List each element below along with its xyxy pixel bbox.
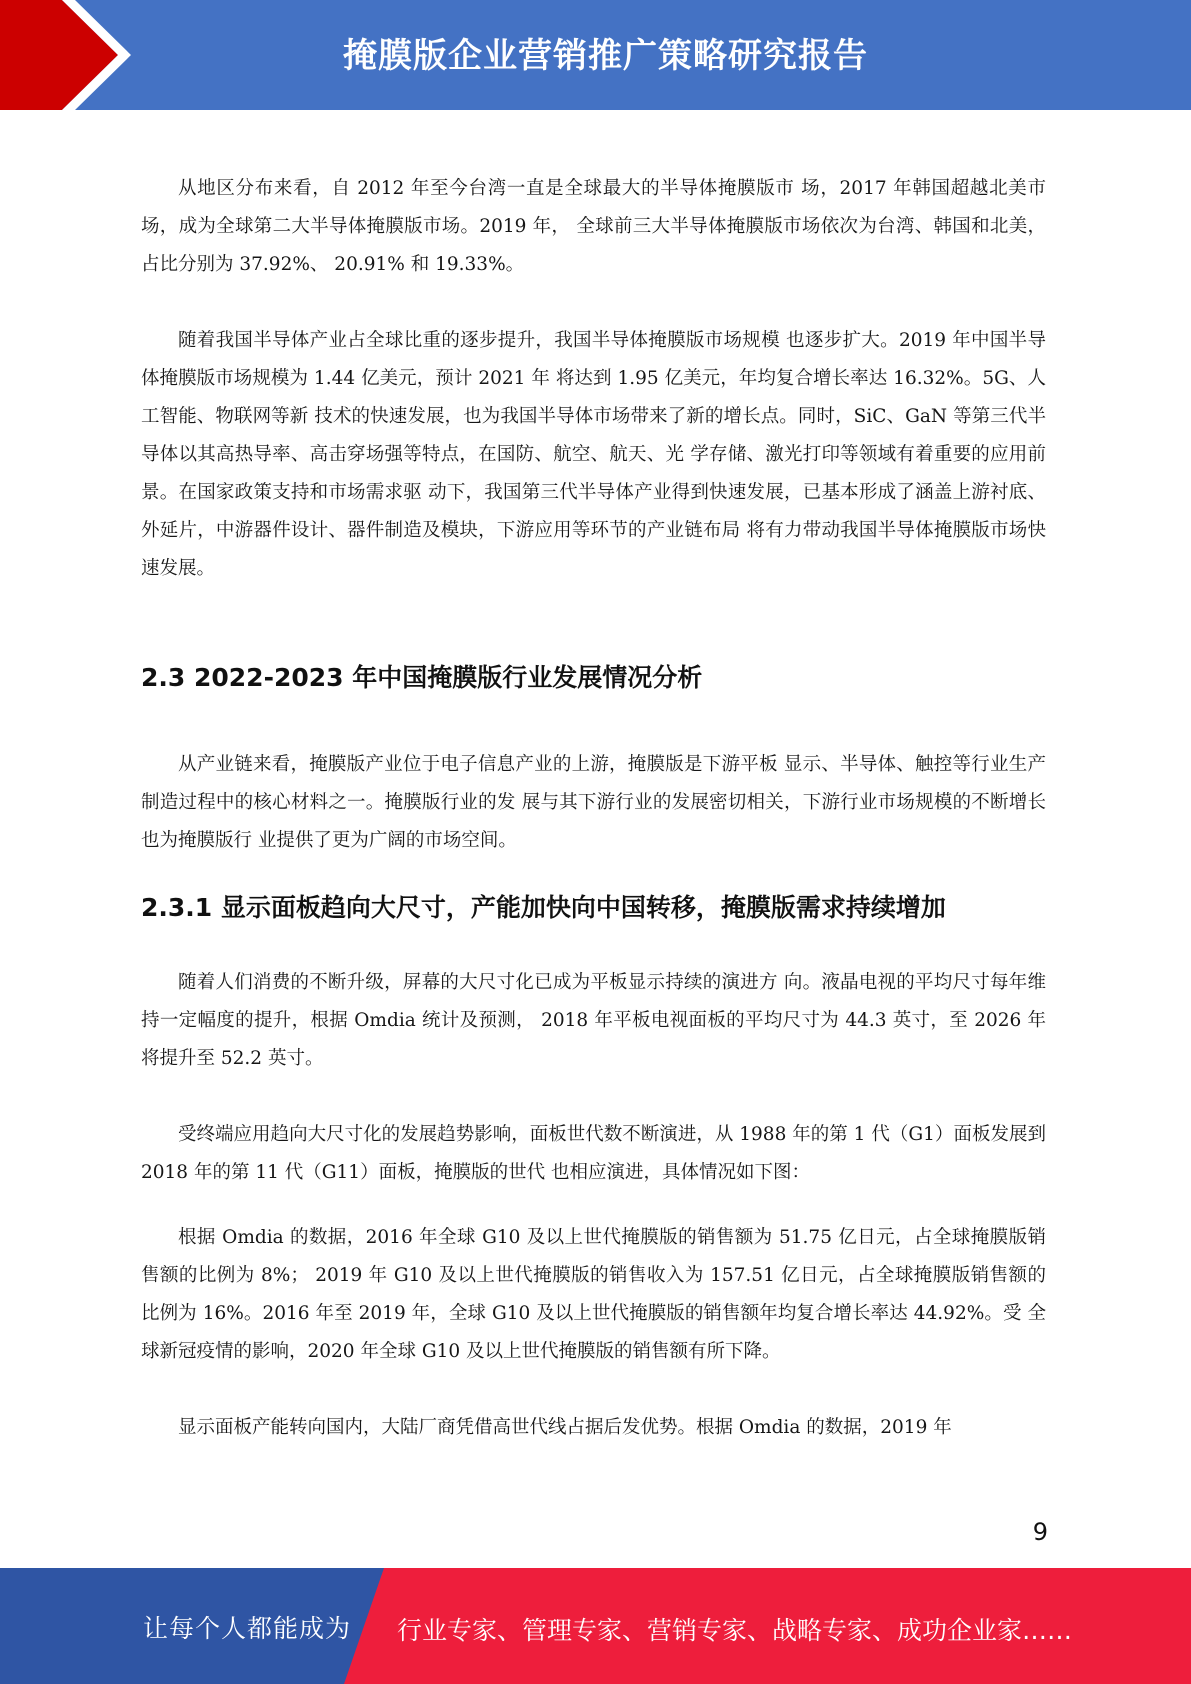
paragraph-industry-chain: 从产业链来看，掩膜版产业位于电子信息产业的上游，掩膜版是下游平板 显示、半导体、触控等行业生产制造过程中的核心材料之一。掩膜版行业的发 展与其下游行业的发展密切相关，下游行业市场规模的不断增长也为掩膜版行 业提供了更为广阔的市场空间。 <box>141 754 1046 851</box>
footer-slogan-right: 行业专家、管理专家、营销专家、战略专家、成功企业家…… <box>397 1616 1073 1645</box>
page-header <box>0 0 1191 110</box>
paragraph-regional-distribution: 从地区分布来看，自 2012 年至今台湾一直是全球最大的半导体掩膜版市 场，2017 年韩国超越北美市场，成为全球第二大半导体掩膜版市场。2019 年， 全球前三大半导体掩膜版市场依次为台湾、韩国和北美，占比分别为 37.92%、 20.91% 和 19.33%。 <box>141 178 1046 275</box>
document-body <box>141 170 1046 1447</box>
report-title: 掩膜版企业营销推广策略研究报告 <box>343 36 868 76</box>
paragraph-panel-generations: 受终端应用趋向大尺寸化的发展趋势影响，面板世代数不断演进，从 1988 年的第 1 代（G1）面板发展到 2018 年的第 11 代（G11）面板，掩膜版的世代 也相应演进，具体情况如下图： <box>141 1124 1046 1183</box>
paragraph-china-market-scale: 随着我国半导体产业占全球比重的逐步提升，我国半导体掩膜版市场规模 也逐步扩大。2019 年中国半导体掩膜版市场规模为 1.44 亿美元，预计 2021 年 将达到 1.95 亿美元，年均复合增长率达 16.32%。5G、人工智能、物联网等新 技术的快速发展，也为我国半导体市场带来了新的增长点。同时，SiC、GaN 等第三代半导体以其高热导率、高击穿场强等特点，在国防、航空、航天、光 学存储、激光打印等领域有着重要的应用前景。在国家政策支持和市场需求驱 动下，我国第三代半导体产业得到快速发展，已基本形成了涵盖上游衬底、外延片，中游器件设计、器件制造及模块，下游应用等环节的产业链布局 将有力带动我国半导体掩膜版市场快速发展。 <box>141 330 1046 579</box>
paragraph-g10-sales: 根据 Omdia 的数据，2016 年全球 G10 及以上世代掩膜版的销售额为 51.75 亿日元，占全球掩膜版销售额的比例为 8%； 2019 年 G10 及以上世代掩膜版的销售收入为 157.51 亿日元，占全球掩膜版销售额的比例为 16%。2016 年至 2019 年，全球 G10 及以上世代掩膜版的销售额年均复合增长率达 44.92%。受 全球新冠疫情的影响，2020 年全球 G10 及以上世代掩膜版的销售额有所下降。 <box>141 1227 1046 1362</box>
paragraph-large-size-trend: 随着人们消费的不断升级，屏幕的大尺寸化已成为平板显示持续的演进方 向。液晶电视的平均尺寸每年维持一定幅度的提升，根据 Omdia 统计及预测， 2018 年平板电视面板的平均尺寸为 44.3 英寸，至 2026 年将提升至 52.2 英寸。 <box>141 972 1046 1069</box>
footer-slogan-left: 让每个人都能成为 <box>143 1614 352 1643</box>
paragraph-capacity-shift: 显示面板产能转向国内，大陆厂商凭借高世代线占据后发优势。根据 Omdia 的数据，2019 年 <box>178 1417 952 1438</box>
page-number: 9 <box>1032 1518 1048 1546</box>
page-footer <box>0 1568 1191 1684</box>
section-heading-2-3-1: 2.3.1 显示面板趋向大尺寸，产能加快向中国转移，掩膜版需求持续增加 <box>141 893 946 922</box>
section-heading-2-3: 2.3 2022-2023 年中国掩膜版行业发展情况分析 <box>141 663 703 692</box>
